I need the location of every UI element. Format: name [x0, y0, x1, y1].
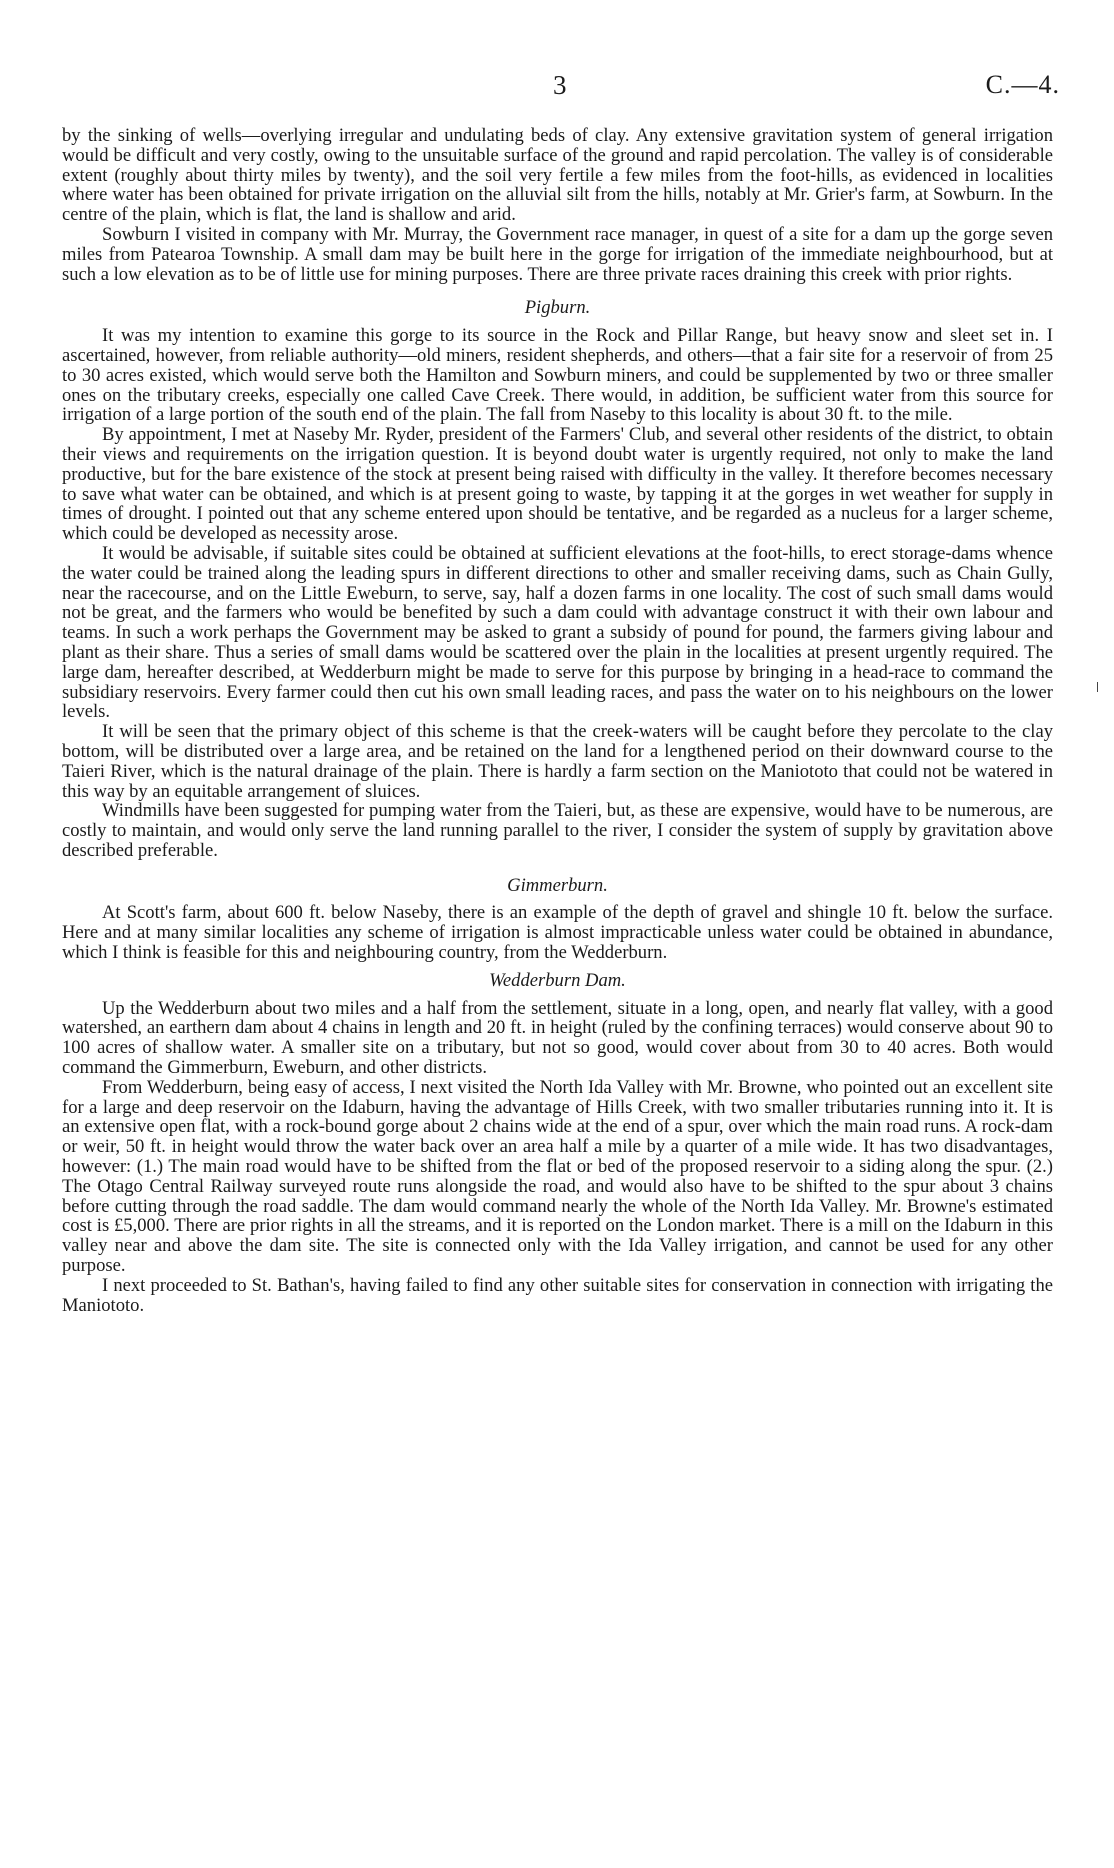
paragraph: It was my intention to examine this gorge to its source in the Rock and Pillar Range, but heavy snow and sleet set in. I ascertained, however, from reliable authority—old miners, resident shepherds, and others—that a fair site for a reservoir of from 25 to 30 acres existed, which would serve both the Hamilton and Sowburn miners, and could be supplemented by two or three smaller ones on the tributary creeks, especially one called Cave Creek. There would, in addition, be sufficient water from this source for irrigation of a large portion of the south end of the plain. The fall from Naseby to this locality is about 30 ft. to the mile. [62, 325, 1053, 426]
section-heading-gimmerburn: Gimmerburn. [507, 874, 608, 896]
margin-mark [1097, 682, 1098, 692]
paragraph: From Wedderburn, being easy of access, I next visited the North Ida Valley with Mr. Browne, who pointed out an excellent site for a large and deep reservoir on the Idaburn, having the advantage of Hills Creek, with two smaller tributaries running into it. It is an extensive open flat, with a rock-bound gorge about 2 chains wide at the end of a spur, over which the main road runs. A rock-dam or weir, 50 ft. in height would throw the water back over an area half a mile by a quarter of a mile wide. It has two disadvantages, however: (1.) The main road would have to be shifted from the flat or bed of the proposed reservoir to a siding along the spur. (2.) The Otago Central Railway surveyed route runs alongside the road, and would also have to be shifted to the spur about 3 chains before cutting through the road saddle. The dam would command nearly the whole of the North Ida Valley. Mr. Browne's estimated cost is £5,000. There are prior rights in all the streams, and it is reported on the London market. There is a mill on the Idaburn in this valley near and above the dam site. The site is connected only with the Ida Valley irrigation, and cannot be used for any other purpose. [62, 1076, 1053, 1277]
document-body [62, 126, 1053, 1315]
page-number: 3 [553, 70, 567, 100]
section-heading-pigburn: Pigburn. [524, 297, 591, 319]
paragraph: It would be advisable, if suitable sites could be obtained at sufficient elevations at the foot-hills, to erect storage-dams whence the water could be trained along the leading spurs in different directions to other and smaller receiving dams, such as Chain Gully, near the racecourse, and on the Little Eweburn, to serve, say, half a dozen farms in one locality. The cost of such small dams would not be great, and the farmers who would be benefited by such a dam could with advantage construct it with their own labour and teams. In such a work perhaps the Government may be asked to grant a subsidy of pound for pound, the farmers giving labour and plant as their share. Thus a series of small dams would be scattered over the plain in the localities at present urgently required. The large dam, hereafter described, at Wedderburn might be made to serve for this purpose by bringing in a head-race to command the subsidiary reservoirs. Every farmer could then cut his own small leading races, and pass the water on to his neighbours on the lower levels. [62, 542, 1053, 723]
paragraph: by the sinking of wells—overlying irregular and undulating beds of clay. Any extensive gravitation system of general irrigation would be difficult and very costly, owing to the unsuitable surface of the ground and rapid percolation. The valley is of considerable extent (roughly about thirty miles by twenty), and the soil very fertile a few miles from the foot-hills, as evidenced in localities where water has been obtained for private irrigation on the alluvial silt from the hills, notably at Mr. Grier's farm, at Sowburn. In the centre of the plain, which is flat, the land is shallow and arid. [62, 125, 1053, 226]
paragraph: I next proceeded to St. Bathan's, having failed to find any other suitable sites for conservation in connection with irrigating the Maniototo. [62, 1274, 1053, 1316]
section-heading-wedderburn-dam: Wedderburn Dam. [489, 969, 626, 991]
paragraph: It will be seen that the primary object of this scheme is that the creek-waters will be caught before they percolate to the clay bottom, will be distributed over a large area, and be retained on the land for a lengthened period on their downward course to the Taieri River, which is the natural drainage of the plain. There is hardly a farm section on the Maniototo that could not be watered in this way by an equitable arrangement of sluices. [62, 721, 1053, 802]
paragraph: By appointment, I met at Naseby Mr. Ryder, president of the Farmers' Club, and several other residents of the district, to obtain their views and requirements on the irrigation question. It is beyond doubt water is urgently required, not only to make the land productive, but for the bare existence of the stock at present being raised with difficulty in the valley. It therefore becomes necessary to save what water can be obtained, and which is at present going to waste, by tapping it at the gorges in wet weather for supply in times of drought. I pointed out that any scheme entered upon should be tentative, and be regarded as a nucleus for a larger scheme, which could be developed as necessity arose. [62, 424, 1053, 545]
document-reference: C.—4. [985, 70, 1060, 99]
paragraph: Windmills have been suggested for pumping water from the Taieri, but, as these are expensive, would have to be numerous, are costly to maintain, and would only serve the land running parallel to the river, I consider the system of supply by gravitation above described preferable. [62, 800, 1053, 861]
paragraph: Up the Wedderburn about two miles and a half from the settlement, situate in a long, open, and nearly flat valley, with a good watershed, an earthern dam about 4 chains in length and 20 ft. in height (ruled by the confining terraces) would conserve about 90 to 100 acres of shallow water. A smaller site on a tributary, but not so good, would cover about from 30 to 40 acres. Both would command the Gimmerburn, Eweburn, and other districts. [62, 997, 1053, 1079]
paragraph: At Scott's farm, about 600 ft. below Naseby, there is an example of the depth of gravel and shingle 10 ft. below the surface. Here and at many similar localities any scheme of irrigation is almost impracticable unless water could be obtained in abundance, which I think is feasible for this and neighbouring country, from the Wedderburn. [62, 902, 1053, 964]
page-header [60, 70, 1060, 102]
paragraph: Sowburn I visited in company with Mr. Murray, the Government race manager, in quest of a site for a dam up the gorge seven miles from Patearoa Township. A small dam may be built here in the gorge for irrigation of the immediate neighbourhood, but at such a low elevation as to be of little use for mining purposes. There are three private races draining this creek with prior rights. [62, 223, 1053, 285]
